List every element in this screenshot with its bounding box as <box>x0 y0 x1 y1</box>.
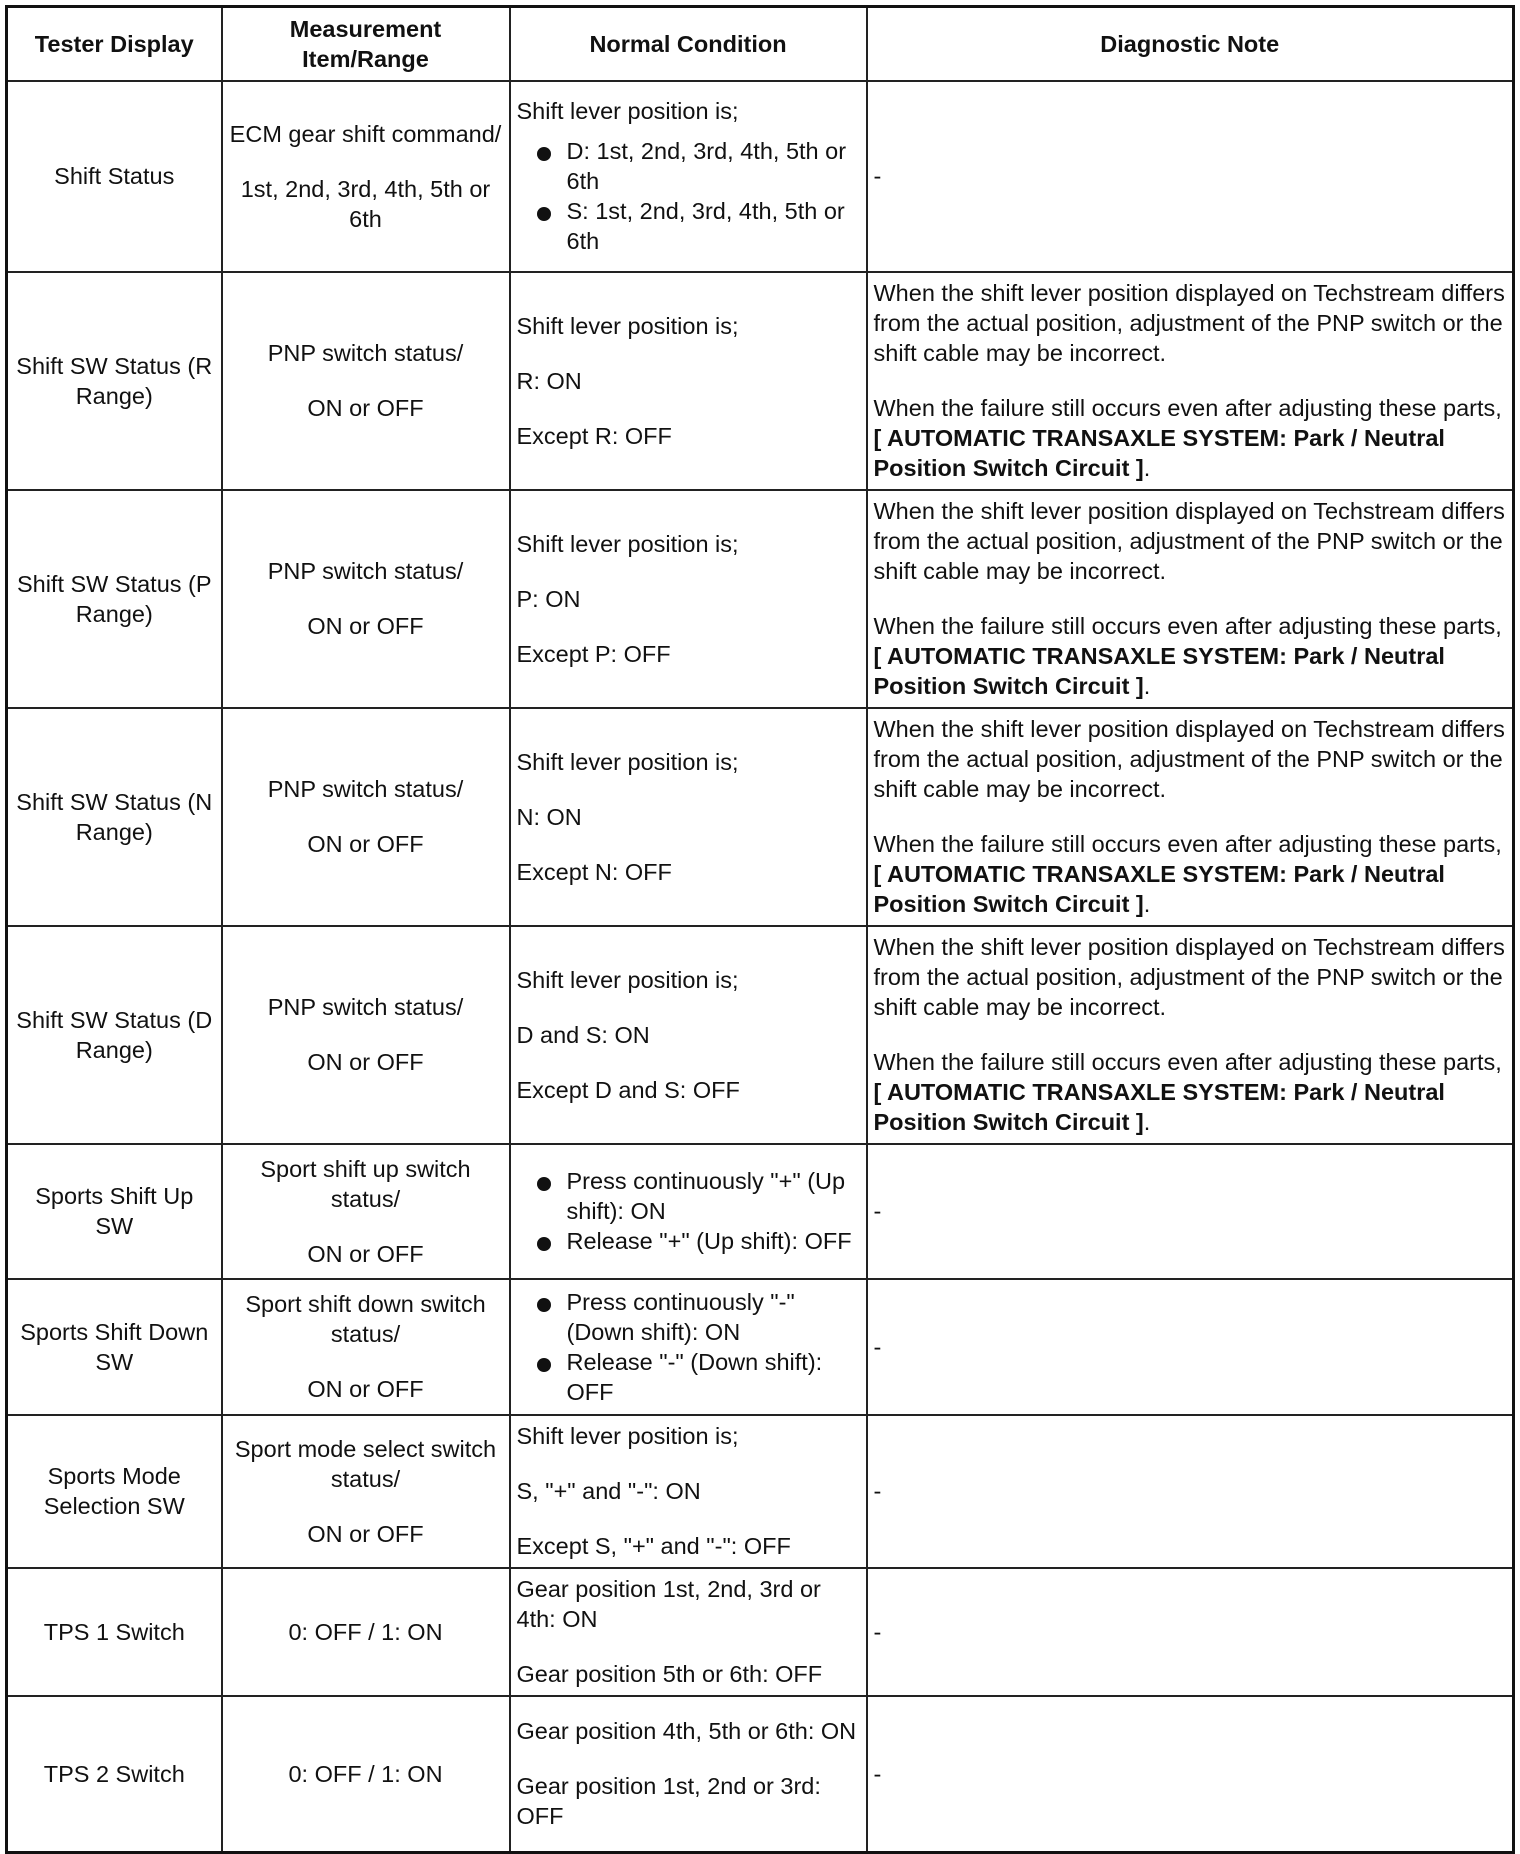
table-row <box>7 272 1514 490</box>
condition-bullet: Release "+" (Up shift): OFF <box>517 1226 860 1256</box>
note-text: . <box>1143 455 1151 481</box>
measurement-cell <box>222 272 510 490</box>
measurement-range: ON or OFF <box>307 1049 424 1075</box>
table-row <box>7 81 1514 272</box>
table-row <box>7 926 1514 1144</box>
measurement-item: PNP switch status/ <box>267 994 464 1020</box>
diagnostic-note-cell: - <box>867 1415 1514 1568</box>
tester-display-cell: Shift SW Status (P Range) <box>7 490 222 708</box>
tester-display-cell: Shift SW Status (R Range) <box>7 272 222 490</box>
condition-line: D and S: ON <box>516 1021 650 1048</box>
measurement-cell <box>222 1415 510 1568</box>
measurement-range: ON or OFF <box>307 831 424 857</box>
condition-line: Shift lever position is; <box>516 530 739 557</box>
measurement-cell: 0: OFF / 1: ON <box>222 1568 510 1696</box>
note-text: . <box>1143 673 1151 699</box>
table-row <box>7 708 1514 926</box>
header-measurement-item: Measurement Item/Range <box>222 7 510 81</box>
diagnostic-note-cell <box>867 272 1514 490</box>
diagnostic-note-cell: - <box>867 1144 1514 1279</box>
condition-bullet: S: 1st, 2nd, 3rd, 4th, 5th or 6th <box>517 196 860 256</box>
measurement-cell <box>222 1144 510 1279</box>
condition-line: Except R: OFF <box>516 422 672 449</box>
tester-display-cell: TPS 1 Switch <box>7 1568 222 1696</box>
header-normal-condition: Normal Condition <box>510 7 867 81</box>
condition-line: Shift lever position is; <box>516 748 739 775</box>
note-paragraph <box>874 393 1507 483</box>
measurement-cell <box>222 490 510 708</box>
note-text: When the failure still occurs even after adjusting these parts, <box>873 831 1502 857</box>
header-tester-display: Tester Display <box>7 7 222 81</box>
measurement-item: PNP switch status/ <box>267 340 464 366</box>
condition-bullet: Press continuously "-" (Down shift): ON <box>517 1287 860 1347</box>
condition-bullet: Release "-" (Down shift): OFF <box>517 1347 860 1407</box>
normal-condition-cell <box>510 1279 867 1415</box>
condition-line: R: ON <box>516 367 582 394</box>
normal-condition-cell <box>510 81 867 272</box>
condition-line: Gear position 1st, 2nd, 3rd or 4th: ON <box>516 1576 821 1632</box>
repair-reference-link[interactable]: [ AUTOMATIC TRANSAXLE SYSTEM: Park / Neutral Position Switch Circuit ] <box>873 643 1445 699</box>
normal-condition-cell <box>510 490 867 708</box>
condition-line: Gear position 4th, 5th or 6th: ON <box>516 1718 857 1745</box>
measurement-cell: 0: OFF / 1: ON <box>222 1696 510 1853</box>
measurement-cell <box>222 926 510 1144</box>
measurement-item: Sport shift down switch status/ <box>245 1291 486 1347</box>
note-paragraph: When the shift lever position displayed on Techstream differs from the actual position, adjustment of the PNP switch or the shift cable may be incorrect. <box>873 280 1505 366</box>
note-text: . <box>1143 1109 1151 1135</box>
note-paragraph: When the shift lever position displayed on Techstream differs from the actual position, adjustment of the PNP switch or the shift cable may be incorrect. <box>873 934 1505 1020</box>
diagnostic-note-cell: - <box>867 1279 1514 1415</box>
condition-line: Gear position 1st, 2nd or 3rd: OFF <box>516 1773 821 1830</box>
condition-line: Except S, "+" and "-": OFF <box>516 1533 791 1559</box>
repair-reference-link[interactable]: [ AUTOMATIC TRANSAXLE SYSTEM: Park / Neutral Position Switch Circuit ] <box>873 425 1445 481</box>
diagnostic-table-sheet <box>5 5 1512 1853</box>
condition-line: S, "+" and "-": ON <box>516 1478 701 1504</box>
condition-line: Shift lever position is; <box>516 312 739 339</box>
tester-display-cell: Sports Shift Down SW <box>7 1279 222 1415</box>
measurement-range: ON or OFF <box>307 1376 424 1402</box>
header-diagnostic-note: Diagnostic Note <box>867 7 1514 81</box>
diagnostic-note-cell <box>867 708 1514 926</box>
condition-bullet: Press continuously "+" (Up shift): ON <box>517 1166 860 1226</box>
measurement-range: ON or OFF <box>307 1240 424 1267</box>
tester-display-cell: Shift SW Status (N Range) <box>7 708 222 926</box>
measurement-item: ECM gear shift command/ <box>229 120 502 147</box>
normal-condition-cell <box>510 926 867 1144</box>
normal-condition-cell <box>510 1144 867 1279</box>
condition-intro: Shift lever position is; <box>516 98 739 124</box>
note-paragraph: When the shift lever position displayed on Techstream differs from the actual position, adjustment of the PNP switch or the shift cable may be incorrect. <box>873 498 1505 584</box>
note-paragraph: When the shift lever position displayed on Techstream differs from the actual position, adjustment of the PNP switch or the shift cable may be incorrect. <box>873 716 1505 802</box>
condition-line: Except N: OFF <box>516 858 672 885</box>
note-paragraph <box>874 611 1507 701</box>
condition-line: N: ON <box>516 803 582 830</box>
condition-line: Shift lever position is; <box>516 1423 739 1449</box>
table-header-row <box>7 7 1514 81</box>
table-row <box>7 1279 1514 1415</box>
condition-list <box>517 1166 860 1256</box>
diagnostic-note-cell: - <box>867 81 1514 272</box>
tester-display-cell: Sports Mode Selection SW <box>7 1415 222 1568</box>
condition-line: Shift lever position is; <box>516 966 739 993</box>
measurement-range: 1st, 2nd, 3rd, 4th, 5th or 6th <box>240 175 491 232</box>
note-paragraph <box>874 829 1507 919</box>
data-list-table <box>5 5 1515 1854</box>
condition-list <box>517 136 860 256</box>
table-row <box>7 1568 1514 1696</box>
diagnostic-note-cell <box>867 926 1514 1144</box>
measurement-range: ON or OFF <box>307 613 424 639</box>
normal-condition-cell <box>510 1568 867 1696</box>
repair-reference-link[interactable]: [ AUTOMATIC TRANSAXLE SYSTEM: Park / Neutral Position Switch Circuit ] <box>873 1079 1445 1135</box>
normal-condition-cell <box>510 1696 867 1853</box>
condition-line: Gear position 5th or 6th: OFF <box>516 1661 823 1687</box>
condition-bullet: D: 1st, 2nd, 3rd, 4th, 5th or 6th <box>517 136 860 196</box>
note-text: When the failure still occurs even after adjusting these parts, <box>873 1049 1502 1075</box>
measurement-range: ON or OFF <box>307 1520 424 1547</box>
table-row <box>7 1415 1514 1568</box>
measurement-item: PNP switch status/ <box>267 558 464 584</box>
repair-reference-link[interactable]: [ AUTOMATIC TRANSAXLE SYSTEM: Park / Neutral Position Switch Circuit ] <box>873 861 1445 917</box>
diagnostic-note-cell: - <box>867 1568 1514 1696</box>
measurement-item: PNP switch status/ <box>267 776 464 802</box>
measurement-item: Sport mode select switch status/ <box>234 1435 497 1492</box>
measurement-item: Sport shift up switch status/ <box>260 1155 471 1212</box>
condition-line: Except P: OFF <box>516 640 671 667</box>
normal-condition-cell <box>510 708 867 926</box>
normal-condition-cell <box>510 1415 867 1568</box>
measurement-cell <box>222 708 510 926</box>
condition-line: Except D and S: OFF <box>516 1076 740 1103</box>
tester-display-cell: TPS 2 Switch <box>7 1696 222 1853</box>
note-paragraph <box>874 1047 1507 1137</box>
table-row <box>7 1144 1514 1279</box>
condition-line: P: ON <box>516 585 581 612</box>
tester-display-cell: Sports Shift Up SW <box>7 1144 222 1279</box>
normal-condition-cell <box>510 272 867 490</box>
table-row <box>7 1696 1514 1853</box>
tester-display-cell: Shift Status <box>7 81 222 272</box>
note-text: . <box>1143 891 1151 917</box>
condition-list <box>517 1287 860 1407</box>
measurement-cell <box>222 81 510 272</box>
tester-display-cell: Shift SW Status (D Range) <box>7 926 222 1144</box>
table-row <box>7 490 1514 708</box>
diagnostic-note-cell: - <box>867 1696 1514 1853</box>
measurement-range: ON or OFF <box>307 395 424 421</box>
diagnostic-note-cell <box>867 490 1514 708</box>
note-text: When the failure still occurs even after adjusting these parts, <box>873 395 1502 421</box>
note-text: When the failure still occurs even after adjusting these parts, <box>873 613 1502 639</box>
measurement-cell <box>222 1279 510 1415</box>
